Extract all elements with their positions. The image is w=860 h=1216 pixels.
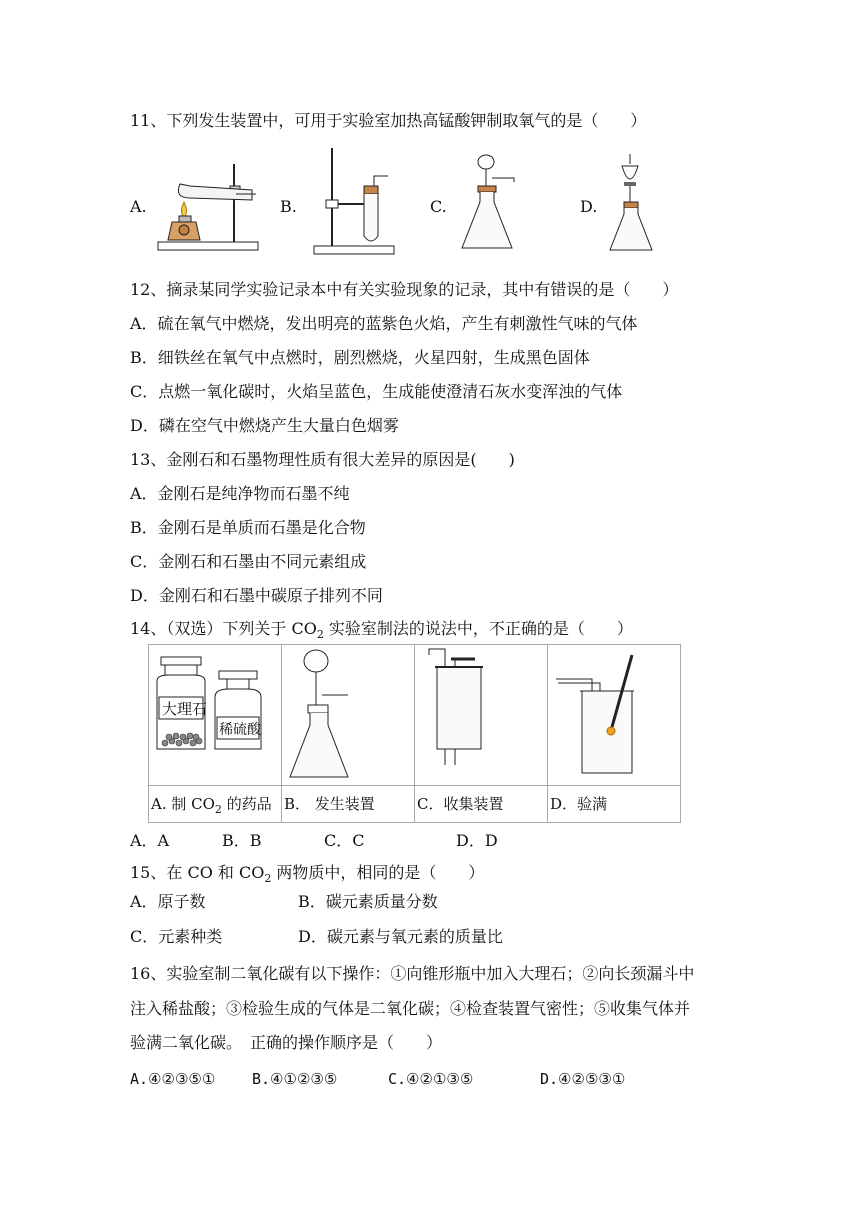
q15-option-a: A．原子数 xyxy=(130,892,206,911)
q16-option-c: C.④②①③⑤ xyxy=(388,1070,474,1088)
q13-option-b: B．金刚石是单质而石墨是化合物 xyxy=(130,518,366,537)
apparatus-d-flask-sep-funnel xyxy=(606,152,666,258)
q14-stem: 14、（双选）下列关于 $CO_2$ 实验室制法的说法中，不正确的是（ ） xyxy=(130,619,633,642)
q16-line-2: 注入稀盐酸；③检验生成的气体是二氧化碳；④检查装置气密性；⑤收集气体并 xyxy=(130,999,691,1018)
q11-option-c: C. xyxy=(430,197,447,216)
q11-stem: 11、下列发生装置中，可用于实验室加热高锰酸钾制取氧气的是（ ） xyxy=(130,111,647,130)
q16-option-a: A.④②③⑤① xyxy=(130,1070,216,1088)
q15-option-d: D．碳元素与氧元素的质量比 xyxy=(298,927,503,946)
q16-option-b: B.④①②③⑤ xyxy=(252,1070,338,1088)
caption-b: B． 发生装置 xyxy=(284,795,375,813)
q15-option-c: C．元素种类 xyxy=(130,927,223,946)
q16-option-d: D.④②⑤③① xyxy=(540,1070,626,1088)
test-full-apparatus-image xyxy=(548,645,680,785)
q12-option-b: B．细铁丝在氧气中点燃时，剧烈燃烧，火星四射，生成黑色固体 xyxy=(130,348,590,367)
q13-option-d: D．金刚石和石墨中碳原子排列不同 xyxy=(130,586,383,605)
caption-a: A. 制 $CO_2$ 的药品 xyxy=(151,795,272,816)
q16-line-3: 验满二氧化碳。 正确的操作顺序是（ ） xyxy=(130,1033,443,1052)
q14-answer-a: A．A xyxy=(130,831,170,850)
caption-c: C．收集装置 xyxy=(417,795,504,813)
collection-apparatus-image xyxy=(415,645,547,785)
apparatus-a-heating-tube xyxy=(152,158,270,254)
q12-option-d: D．磷在空气中燃烧产生大量白色烟雾 xyxy=(130,416,399,435)
q11-option-b: B. xyxy=(280,197,297,216)
bottle-label-marble: 大理石 xyxy=(162,700,208,718)
q12-option-a: A．硫在氧气中燃烧，发出明亮的蓝紫色火焰，产生有刺激性气味的气体 xyxy=(130,314,638,333)
bottle-label-acid: 稀硫酸 xyxy=(219,722,261,738)
q14-answer-d: D．D xyxy=(456,831,498,850)
apparatus-b-stand-tube xyxy=(308,146,398,258)
q12-option-c: C．点燃一氧化碳时，火焰呈蓝色，生成能使澄清石灰水变浑浊的气体 xyxy=(130,382,623,401)
q15-option-b: B．碳元素质量分数 xyxy=(298,892,438,911)
reagent-bottles-image xyxy=(149,645,281,785)
q14-answer-c: C．C xyxy=(324,831,365,850)
q13-stem: 13、金刚石和石墨物理性质有很大差异的原因是( ) xyxy=(130,450,515,469)
q16-line-1: 16、实验室制二氧化碳有以下操作：①向锥形瓶中加入大理石；②向长颈漏斗中 xyxy=(130,964,695,983)
q12-stem: 12、摘录某同学实验记录本中有关实验现象的记录，其中有错误的是（ ） xyxy=(130,280,679,299)
q15-stem: 15、在 CO 和 $CO_2$ 两物质中，相同的是（ ） xyxy=(130,863,485,886)
apparatus-c-flask-funnel xyxy=(456,152,536,256)
q11-option-d: D. xyxy=(580,197,598,216)
generator-apparatus-image xyxy=(282,645,414,785)
q13-option-a: A．金刚石是纯净物而石墨不纯 xyxy=(130,484,350,503)
q14-apparatus-table xyxy=(148,644,681,823)
q11-option-a: A. xyxy=(130,197,147,216)
q13-option-c: C．金刚石和石墨由不同元素组成 xyxy=(130,552,367,571)
caption-d: D．验满 xyxy=(550,795,608,813)
q14-answer-b: B．B xyxy=(222,831,262,850)
